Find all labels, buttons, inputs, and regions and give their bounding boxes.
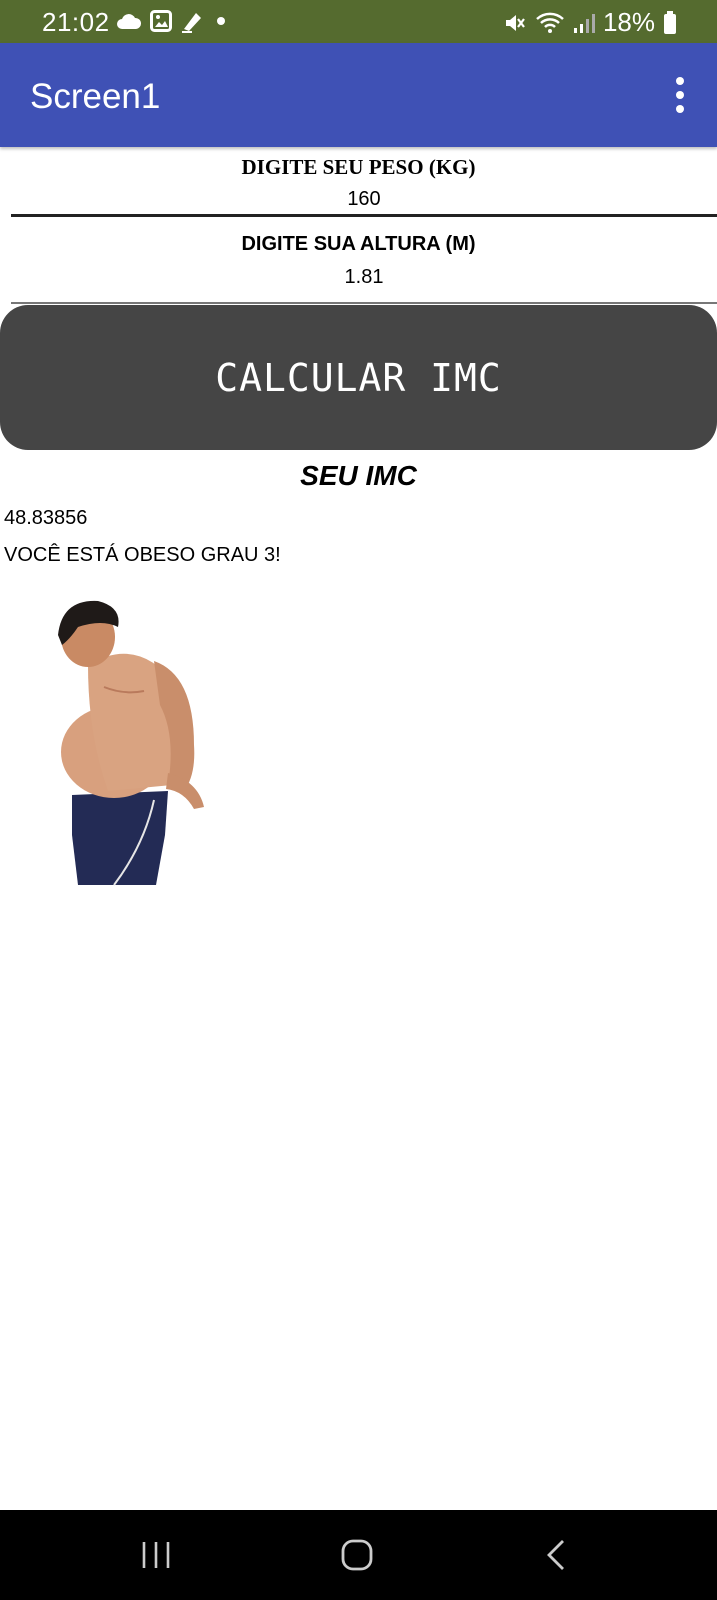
- imc-value: 48.83856: [4, 507, 88, 529]
- back-icon[interactable]: [502, 1510, 612, 1600]
- height-input[interactable]: [11, 263, 717, 304]
- weight-label: DIGITE SEU PESO (KG): [241, 155, 476, 179]
- height-label: DIGITE SUA ALTURA (M): [241, 233, 476, 255]
- overflow-menu-icon[interactable]: [673, 77, 687, 113]
- navigation-bar: [0, 1510, 717, 1600]
- weight-input[interactable]: [11, 185, 717, 217]
- battery-percentage: 18%: [602, 7, 655, 37]
- recents-icon[interactable]: [101, 1510, 211, 1600]
- menu-dot: [676, 77, 684, 85]
- status-time: 21:02: [42, 7, 110, 37]
- status-left-icons: [116, 9, 230, 33]
- imc-classification: VOCÊ ESTÁ OBESO GRAU 3!: [4, 544, 281, 566]
- mute-icon: [503, 11, 527, 35]
- gallery-icon: [150, 10, 172, 32]
- signal-icon: [573, 12, 595, 34]
- calculate-imc-button[interactable]: CALCULAR IMC: [0, 305, 717, 450]
- menu-dot: [676, 91, 684, 99]
- dot-icon: [212, 12, 230, 30]
- app-bar: [0, 43, 717, 147]
- wifi-icon: [535, 11, 565, 35]
- status-bar: [0, 0, 717, 43]
- battery-icon: [663, 11, 677, 35]
- cloud-icon: [116, 12, 142, 30]
- imc-heading: SEU IMC: [300, 460, 417, 491]
- app-title: Screen1: [30, 77, 161, 116]
- home-icon[interactable]: [302, 1510, 412, 1600]
- pen-icon: [180, 9, 204, 33]
- status-right: [503, 7, 677, 38]
- obese-person-image: [48, 595, 218, 898]
- menu-dot: [676, 105, 684, 113]
